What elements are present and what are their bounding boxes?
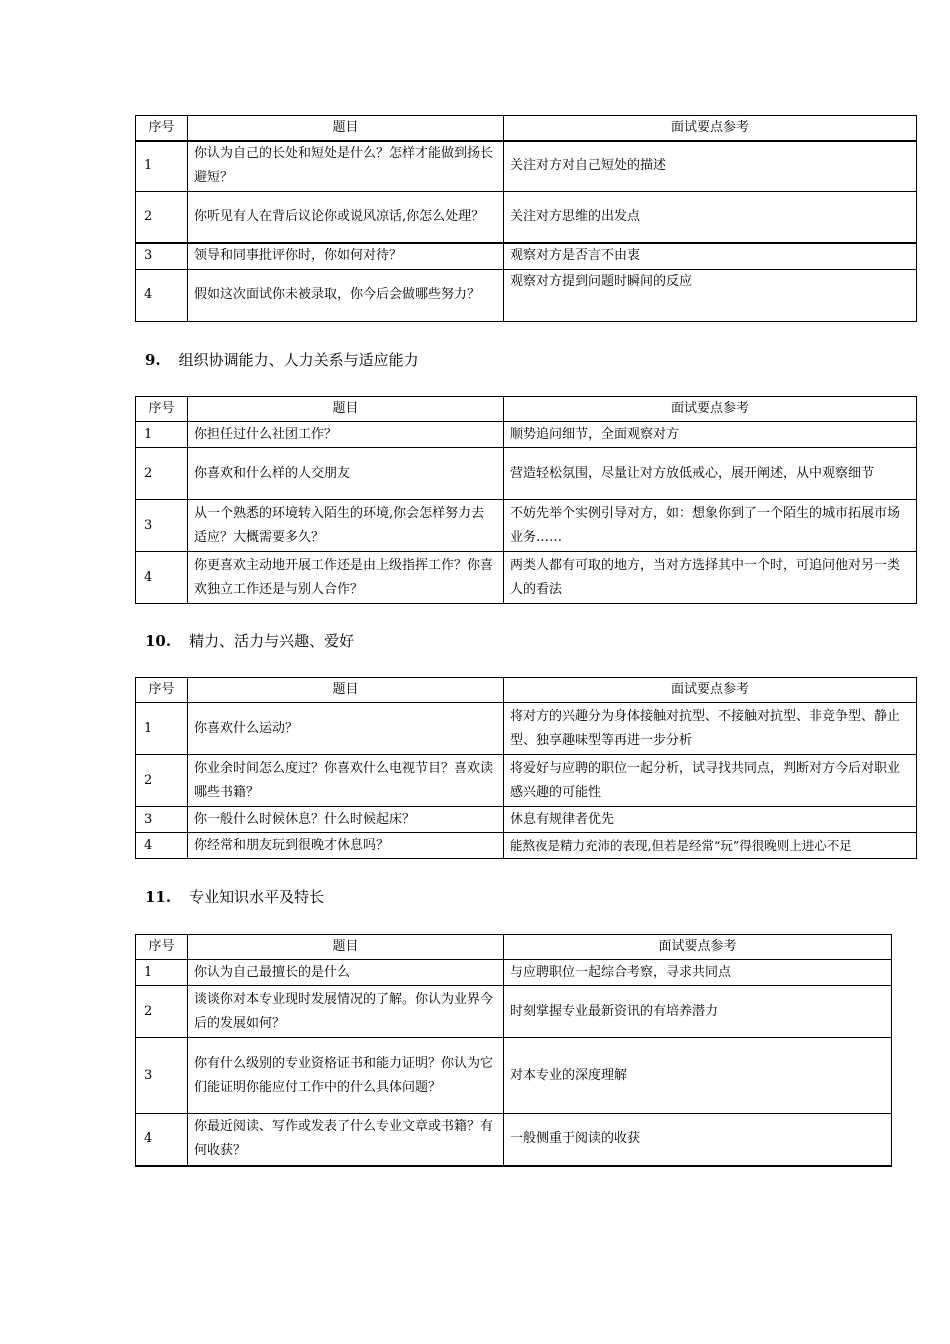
row-num: 4: [136, 269, 188, 321]
section-10-heading: [145, 631, 354, 651]
row-question: 你喜欢什么运动？: [188, 703, 504, 755]
row-question: 你担任过什么社团工作？: [188, 422, 504, 448]
row-points: 将对方的兴趣分为身体接触对抗型、不接触对抗型、非竞争型、静止型、独享趣味型等再进一步分析: [504, 703, 917, 755]
header-points: 面试要点参考: [504, 397, 917, 422]
header-num: 序号: [136, 397, 188, 422]
table-row: [136, 552, 917, 604]
section-title: 精力、活力与兴趣、爱好: [189, 632, 355, 650]
row-num: 1: [136, 422, 188, 448]
row-num: 3: [136, 500, 188, 552]
row-points: 与应聘职位一起综合考察，寻求共同点: [504, 960, 892, 986]
table-row: [136, 833, 917, 859]
row-question: 你认为自己最擅长的是什么: [188, 960, 504, 986]
header-question: 题目: [188, 397, 504, 422]
row-question: 你喜欢和什么样的人交朋友: [188, 448, 504, 500]
header-points: 面试要点参考: [504, 678, 917, 703]
row-question: 你更喜欢主动地开展工作还是由上级指挥工作？你喜欢独立工作还是与别人合作？: [188, 552, 504, 604]
row-question: 你认为自己的长处和短处是什么？怎样才能做到扬长避短？: [188, 141, 504, 191]
header-points: 面试要点参考: [504, 935, 892, 960]
table-block-1: [135, 115, 917, 322]
row-num: 3: [136, 243, 188, 269]
interview-table-10: [135, 677, 917, 859]
row-num: 3: [136, 807, 188, 833]
row-num: 2: [136, 986, 188, 1038]
header-points: 面试要点参考: [504, 116, 917, 142]
header-question: 题目: [188, 935, 504, 960]
interview-table-1: [135, 115, 917, 322]
row-question: 你最近阅读、写作或发表了什么专业文章或书籍？有何收获？: [188, 1114, 504, 1166]
row-num: 1: [136, 703, 188, 755]
table-row: [136, 191, 917, 243]
row-num: 4: [136, 1114, 188, 1166]
row-num: 2: [136, 448, 188, 500]
section-title: 专业知识水平及特长: [189, 888, 325, 906]
table-row: [136, 960, 892, 986]
table-row: [136, 986, 892, 1038]
table-row: [136, 500, 917, 552]
table-row: [136, 755, 917, 807]
table-header-row: [136, 935, 892, 960]
table-row: [136, 1038, 892, 1114]
section-number: 9.: [145, 351, 161, 369]
table-header-row: [136, 397, 917, 422]
table-row: [136, 422, 917, 448]
table-row: [136, 703, 917, 755]
interview-table-9: [135, 396, 917, 604]
table-block-9: [135, 396, 917, 604]
row-question: 领导和同事批评你时，你如何对待？: [188, 243, 504, 269]
row-points: 关注对方思维的出发点: [504, 191, 917, 243]
row-num: 4: [136, 552, 188, 604]
row-points: 两类人都有可取的地方，当对方选择其中一个时，可追问他对另一类人的看法: [504, 552, 917, 604]
row-points: 关注对方对自己短处的描述: [504, 141, 917, 191]
section-title: 组织协调能力、人力关系与适应能力: [178, 351, 419, 369]
section-number: 10.: [145, 632, 172, 650]
row-points: 观察对方是否言不由衷: [504, 243, 917, 269]
table-row: [136, 1114, 892, 1166]
header-question: 题目: [188, 116, 504, 142]
table-block-11: [135, 934, 892, 1167]
row-points: 观察对方提到问题时瞬间的反应: [504, 269, 917, 321]
row-num: 1: [136, 960, 188, 986]
row-points: 时刻掌握专业最新资讯的有培养潜力: [504, 986, 892, 1038]
table-row: [136, 269, 917, 321]
row-num: 1: [136, 141, 188, 191]
row-question: 你听见有人在背后议论你或说风凉话,你怎么处理？: [188, 191, 504, 243]
section-11-heading: [145, 887, 324, 907]
row-num: 4: [136, 833, 188, 859]
row-points: 休息有规律者优先: [504, 807, 917, 833]
row-num: 2: [136, 191, 188, 243]
row-num: 2: [136, 755, 188, 807]
row-question: 你经常和朋友玩到很晚才休息吗？: [188, 833, 504, 859]
row-points: 不妨先举个实例引导对方，如：想象你到了一个陌生的城市拓展市场业务……: [504, 500, 917, 552]
header-num: 序号: [136, 116, 188, 142]
section-9-heading: [145, 350, 419, 370]
row-points: 对本专业的深度理解: [504, 1038, 892, 1114]
row-points: 顺势追问细节，全面观察对方: [504, 422, 917, 448]
row-question: 你业余时间怎么度过？你喜欢什么电视节目？喜欢读哪些书籍？: [188, 755, 504, 807]
table-row: [136, 807, 917, 833]
table-row: [136, 448, 917, 500]
row-question: 你有什么级别的专业资格证书和能力证明？你认为它们能证明你能应付工作中的什么具体问题？: [188, 1038, 504, 1114]
table-row: [136, 243, 917, 269]
header-num: 序号: [136, 935, 188, 960]
table-header-row: [136, 116, 917, 142]
row-points: 一般侧重于阅读的收获: [504, 1114, 892, 1166]
section-number: 11.: [145, 888, 172, 906]
row-question: 从一个熟悉的环境转入陌生的环境,你会怎样努力去适应？大概需要多久？: [188, 500, 504, 552]
row-points: 将爱好与应聘的职位一起分析，试寻找共同点，判断对方今后对职业感兴趣的可能性: [504, 755, 917, 807]
row-points: 营造轻松氛围，尽量让对方放低戒心，展开阐述，从中观察细节: [504, 448, 917, 500]
header-question: 题目: [188, 678, 504, 703]
table-row: [136, 141, 917, 191]
interview-table-11: [135, 934, 892, 1167]
header-num: 序号: [136, 678, 188, 703]
row-question: 你一般什么时候休息？什么时候起床？: [188, 807, 504, 833]
row-question: 假如这次面试你未被录取，你今后会做哪些努力？: [188, 269, 504, 321]
table-header-row: [136, 678, 917, 703]
row-points: 能熬夜是精力充沛的表现,但若是经常“玩”得很晚则上进心不足: [504, 833, 917, 859]
row-num: 3: [136, 1038, 188, 1114]
table-block-10: [135, 677, 917, 859]
row-question: 谈谈你对本专业现时发展情况的了解。你认为业界今后的发展如何？: [188, 986, 504, 1038]
